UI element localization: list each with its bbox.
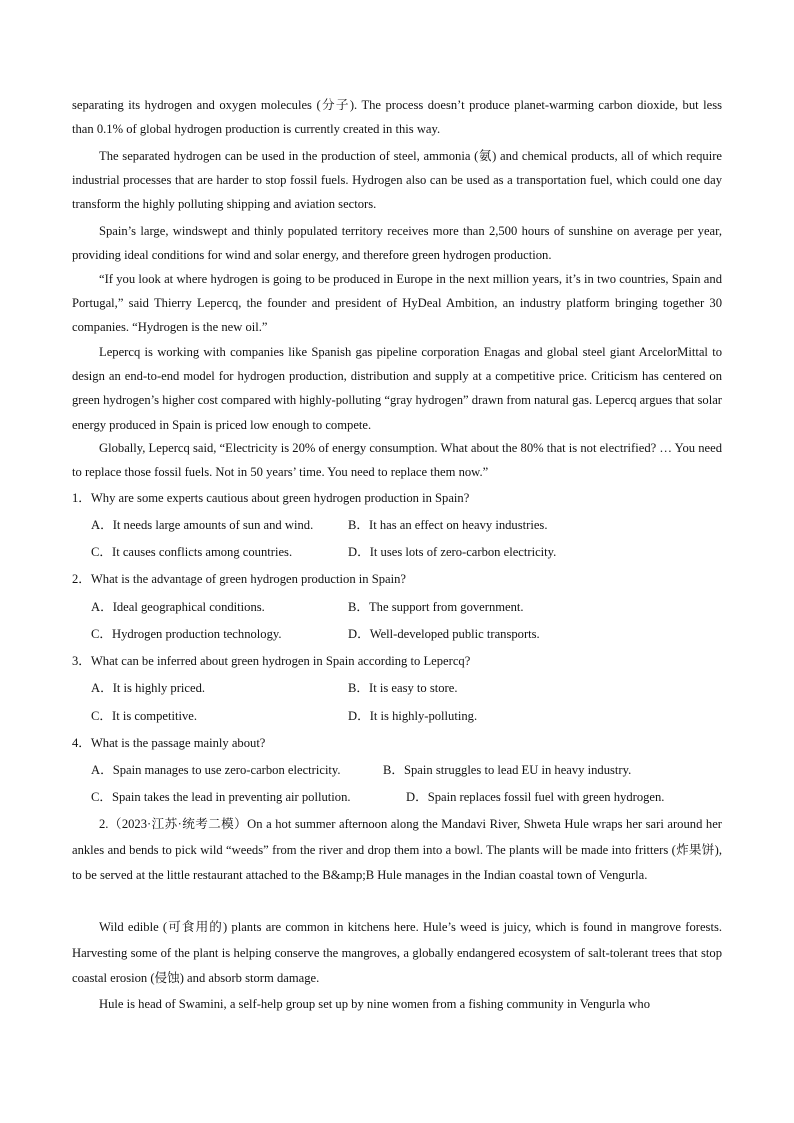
paragraph-lepercq-quote: “If you look at where hydrogen is going to be produced in Europe in the next million years, it’s in two countries, Spain and Portugal,” said Thierry Lepercq, the founder and president of HyDeal Ambition, an industry platform bringing together 30 companies. “Hydrogen is the new oil.” bbox=[72, 272, 722, 335]
question-option[interactable]: B．It has an effect on heavy industries. bbox=[348, 518, 548, 532]
paragraph-lepercq-work: Lepercq is working with companies like Spanish gas pipeline corporation Enagas and global steel giant ArcelorMittal to design an end-to-end model for hydrogen production, distribution and supply at a competitive price. Criticism has centered on green hydrogen’s higher cost compared with highly-polluting “gray hydrogen” drawn from natural gas. Lepercq argues that solar energy produced in Spain is priced low enough to compete. bbox=[72, 345, 722, 432]
question-option[interactable]: C．Spain takes the lead in preventing air pollution. bbox=[91, 790, 351, 804]
paragraph-separated-hydrogen: The separated hydrogen can be used in the production of steel, ammonia (氨) and chemical products, all of which require industrial processes that are harder to stop fossil fuels. Hydrogen also can be used as a transportation fuel, which could one day transform the highly polluting shipping and aviation sectors. bbox=[72, 149, 722, 212]
question-option[interactable]: C．Hydrogen production technology. bbox=[91, 627, 282, 641]
passage2-wild-plants: Wild edible (可食用的) plants are common in kitchens here. Hule’s weed is juicy, which is found in mangrove forests. Harvesting some of the plant is helping conserve the mangroves, a globally endangered ecosystem of salt-tolerant trees that stop coastal erosion (侵蚀) and absorb storm damage. bbox=[72, 920, 722, 986]
paragraph-globally: Globally, Lepercq said, “Electricity is 20% of energy consumption. What about the 80% that is not electrified? … You need to replace those fossil fuels. Not in 50 years’ time. You need to replace them now.” bbox=[72, 441, 722, 480]
question-option[interactable]: C．It is competitive. bbox=[91, 709, 197, 723]
question-option[interactable]: B．Spain struggles to lead EU in heavy industry. bbox=[383, 763, 632, 777]
question-stem: 4．What is the passage mainly about? bbox=[72, 736, 266, 750]
question-option[interactable]: C．It causes conflicts among countries. bbox=[91, 545, 293, 559]
question-option[interactable]: A．It needs large amounts of sun and wind. bbox=[91, 518, 314, 532]
passage2-hule-swamini: Hule is head of Swamini, a self-help group set up by nine women from a fishing community in Vengurla who bbox=[99, 997, 650, 1011]
paragraph-spain-territory: Spain’s large, windswept and thinly populated territory receives more than 2,500 hours of sunshine on average per year, providing ideal conditions for wind and solar energy, and therefore green hydrogen production. bbox=[72, 224, 722, 263]
question-option[interactable]: B．The support from government. bbox=[348, 600, 524, 614]
question-option[interactable]: A．It is highly priced. bbox=[91, 681, 206, 695]
question-option[interactable]: B．It is easy to store. bbox=[348, 681, 458, 695]
question-option[interactable]: D．It is highly-polluting. bbox=[348, 709, 478, 723]
question-option[interactable]: D．It uses lots of zero-carbon electricity. bbox=[348, 545, 557, 559]
question-stem: 2．What is the advantage of green hydrogen production in Spain? bbox=[72, 572, 406, 586]
paragraph-continuation: separating its hydrogen and oxygen molecules (分子). The process doesn’t produce planet-warming carbon dioxide, but less than 0.1% of global hydrogen production is currently created in this way. bbox=[72, 98, 722, 137]
question-option[interactable]: D．Spain replaces fossil fuel with green hydrogen. bbox=[406, 790, 665, 804]
question-stem: 1．Why are some experts cautious about green hydrogen production in Spain? bbox=[72, 491, 470, 505]
passage2-intro: 2.（2023·江苏·统考二模）On a hot summer afternoon along the Mandavi River, Shweta Hule wraps her sari around her ankles and bends to pick wild “weeds” from the river and drop them into a bowl. The plants will be made into fritters (炸果饼), to be served at the little restaurant attached to the B&amp;B Hule manages in the Indian coastal town of Vengurla. bbox=[72, 817, 722, 883]
question-stem: 3．What can be inferred about green hydrogen in Spain according to Lepercq? bbox=[72, 654, 471, 668]
question-option[interactable]: D．Well-developed public transports. bbox=[348, 627, 540, 641]
question-option[interactable]: A．Spain manages to use zero-carbon electricity. bbox=[91, 763, 341, 777]
question-option[interactable]: A．Ideal geographical conditions. bbox=[91, 600, 265, 614]
